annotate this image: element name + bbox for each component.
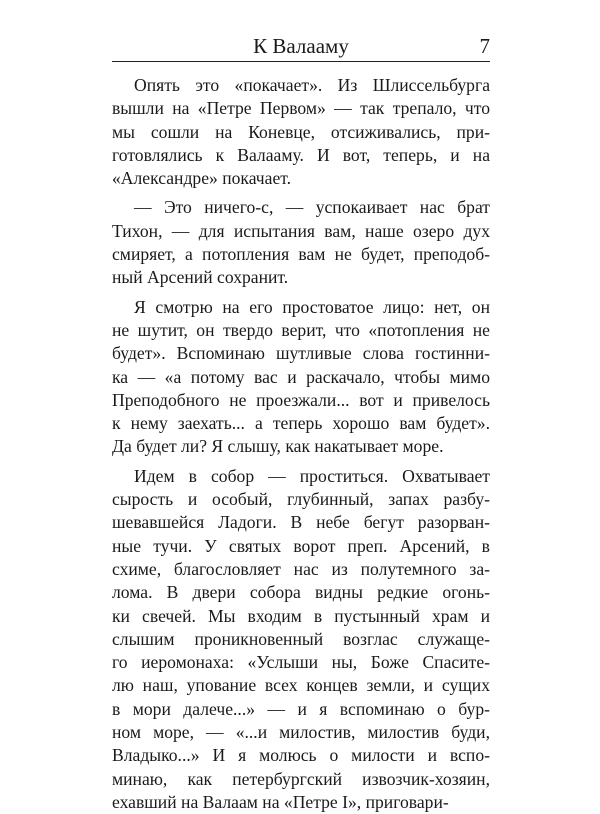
text-line: шевавшейся Ладоги. В небе бегут разорван- (112, 512, 490, 533)
text-line: минаю, как петербургский извозчик-хозяин, (112, 768, 490, 789)
text-line: Я смотрю на его простоватое лицо: нет, он (134, 296, 490, 317)
text-line: лю наш, упование всех концев земли, и сущих (112, 675, 490, 696)
text-line: Идем в собор — проститься. Охватывает (134, 465, 490, 486)
text-line: к нему заехать... а теперь хорошо вам будет». (112, 413, 490, 434)
text-line: сырость и особый, глубинный, запах разбу- (112, 489, 490, 510)
text-line: «Александре» покачает. (112, 168, 292, 189)
text-line: будет». Вспоминаю шутливые слова гостинни- (112, 343, 490, 364)
running-header (112, 28, 490, 62)
text-line: — Это ничего-с, — успокаивает нас брат (134, 197, 490, 218)
text-line: вышли на «Петре Первом» — так трепало, что (112, 98, 490, 119)
text-line: не шутит, он твердо верит, что «потопления не (112, 319, 490, 340)
text-line: го иеромонаха: «Услыши ны, Боже Спасите- (112, 652, 490, 673)
text-line: ка — «а потому вас и раскачало, чтобы мимо (112, 366, 490, 387)
text-line: смиряет, а потопления вам не будет, преподоб- (112, 244, 490, 265)
text-line: в мори далече...» — и я вспоминаю о бур- (112, 698, 490, 719)
text-line: ный Арсений сохранит. (112, 267, 289, 288)
text-line: готовлялись к Валааму. И вот, теперь, и на (112, 144, 490, 165)
text-line: схиме, благословляет нас из полутемного за- (112, 558, 490, 579)
text-line: ехавший на Валаам на «Петре I», приговари- (112, 791, 449, 812)
text-line: Да будет ли? Я слышу, как накатывает море. (112, 436, 444, 457)
text-line: лома. В двери собора видны редкие огонь- (112, 582, 490, 603)
paragraph (112, 74, 490, 190)
text-line: Преподобного не проезжали... вот и привелось (112, 389, 490, 410)
text-line: ном море, — «...и милостив, милостив буди, (112, 722, 490, 743)
text-line: Опять это «покачает». Из Шлиссельбурга (134, 75, 490, 95)
text-line: слышим проникновенный возглас служаще- (112, 628, 490, 649)
text-line: мы сошли на Коневце, отсиживались, при- (112, 121, 490, 142)
page-number: 7 (479, 34, 490, 58)
text-line: ные тучи. У святых ворот преп. Арсений, в (112, 535, 490, 556)
body-text (112, 74, 490, 814)
text-line: ки свечей. Мы входим в пустынный храм и (112, 605, 490, 626)
text-line: Тихон, — для испытания вам, наше озеро дух (112, 220, 490, 241)
running-title: К Валааму (253, 34, 349, 58)
text-line: Владыко...» И я молюсь о милости и вспо- (112, 745, 490, 766)
header-rule (112, 61, 490, 62)
paragraph (112, 296, 490, 459)
paragraph (112, 465, 490, 814)
paragraph (112, 196, 490, 289)
